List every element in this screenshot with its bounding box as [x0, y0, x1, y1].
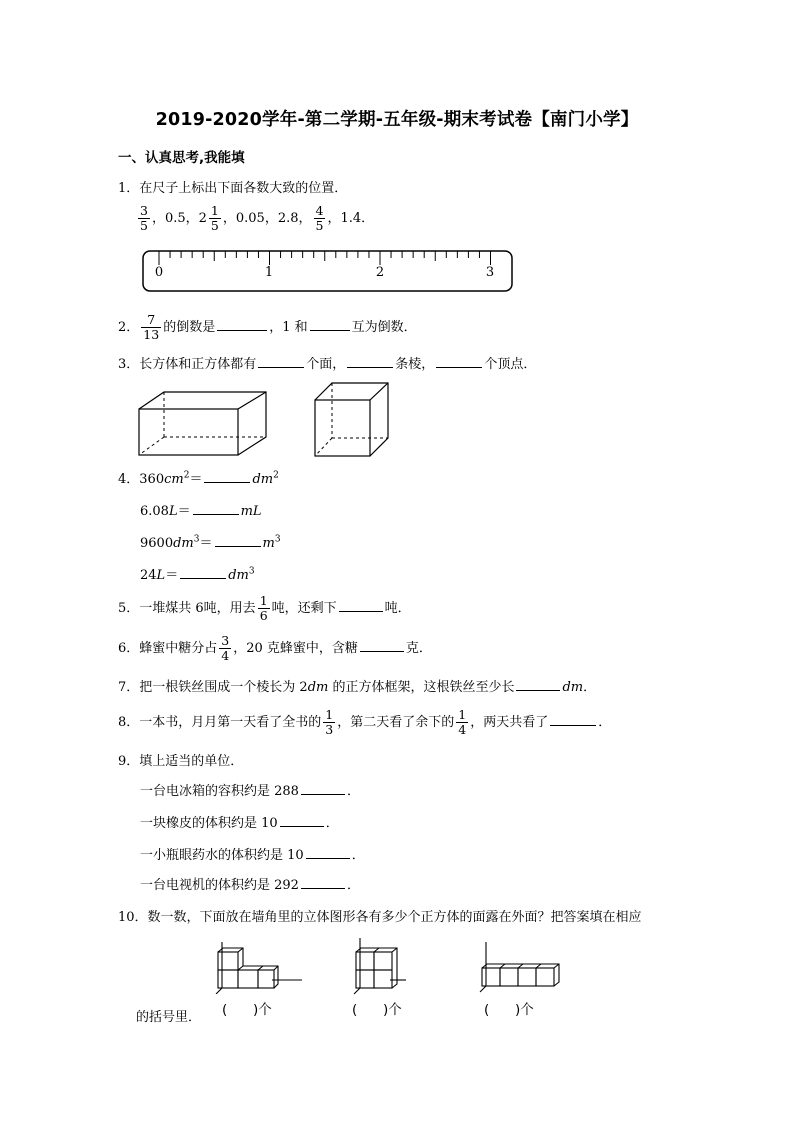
question-7: 7．把一根铁丝围成一个棱长为 2dm 的正方体框架，这根铁丝至少长 dm． — [118, 676, 596, 695]
answer-blank[interactable] — [306, 845, 350, 859]
question-4-line-3: $9600dm^3= m^3$ — [140, 534, 281, 551]
answer-paren-3[interactable]: ( )个 — [484, 1002, 534, 1018]
question-1: 1．在尺子上标出下面各数大致的位置． — [118, 181, 348, 196]
answer-blank[interactable] — [180, 565, 226, 579]
answer-blank[interactable] — [436, 354, 482, 368]
question-10: 10．数一数，下面放在墙角里的立体图形各有多少个正方体的面露在外面？把答案填在相应 — [118, 910, 642, 925]
section-heading: 一、认真思考,我能填 — [118, 150, 245, 166]
question-2: 2． $\frac{7}{13}$ 的倒数是 ，1 和 互为倒数． — [118, 312, 417, 342]
answer-blank[interactable] — [347, 354, 393, 368]
ruler-label-0: 0 — [154, 265, 164, 280]
q9-item: 一小瓶眼药水的体积约是 10 ． — [140, 844, 365, 863]
q9-item: 一台电冰箱的容积约是 288 ． — [140, 780, 360, 799]
ruler-label-2: 2 — [375, 265, 385, 280]
answer-blank[interactable] — [280, 813, 324, 827]
answer-blank[interactable] — [516, 677, 560, 691]
question-4-line-1: 4．$360cm^2= dm^2$ — [118, 470, 279, 487]
question-4-line-2: 6.08L＝ mL — [140, 500, 262, 519]
question-4-line-4: $24L= dm^3$ — [140, 566, 255, 583]
answer-blank[interactable] — [550, 712, 596, 726]
answer-paren-2[interactable]: ( )个 — [352, 1002, 402, 1018]
page-title: 2019-2020学年-第二学期-五年级-期末考试卷【南门小学】 — [155, 110, 639, 130]
answer-blank[interactable] — [215, 533, 261, 547]
answer-blank[interactable] — [301, 781, 345, 795]
corner-cubes-figure-1 — [212, 940, 304, 994]
answer-blank[interactable] — [339, 598, 383, 612]
corner-cubes-figure-3 — [476, 940, 572, 994]
cuboid-figure — [136, 390, 270, 458]
answer-blank[interactable] — [301, 875, 345, 889]
q1-numbers: $\frac{3}{5}$ ，0.5，2 $\frac{1}{5}$ ，0.05，2.8， $\frac{4}{5}$ ，1.4． — [140, 203, 375, 233]
question-6: 6．蜂蜜中糖分占 $\frac{3}{4}$ ，20 克蜂蜜中，含糖 克． — [118, 633, 432, 663]
answer-blank[interactable] — [258, 354, 304, 368]
ruler-label-1: 1 — [264, 265, 274, 280]
answer-blank[interactable] — [310, 317, 350, 331]
question-5: 5．一堆煤共 6吨，用去 $\frac{1}{6}$ 吨，还剩下 吨． — [118, 593, 411, 623]
cube-figure — [312, 380, 392, 460]
answer-blank[interactable] — [204, 469, 250, 483]
ruler — [142, 250, 514, 294]
corner-cubes-figure-2 — [350, 936, 408, 996]
answer-blank[interactable] — [217, 317, 267, 331]
q9-item: 一块橡皮的体积约是 10 ． — [140, 812, 339, 831]
answer-paren-1[interactable]: ( )个 — [222, 1002, 272, 1018]
question-8: 8．一本书，月月第一天看了全书的 $\frac{1}{3}$ ，第二天看了余下的 $\frac{1}{4}$ ，两天共看了 ． — [118, 707, 612, 737]
answer-blank[interactable] — [360, 638, 404, 652]
question-3: 3．长方体和正方体都有 个面， 条棱， 个顶点． — [118, 353, 536, 372]
q9-item: 一台电视机的体积约是 292 ． — [140, 874, 360, 893]
ruler-label-3: 3 — [485, 265, 495, 280]
answer-blank[interactable] — [193, 501, 239, 515]
question-9: 9．填上适当的单位． — [118, 754, 244, 769]
q10-tail: 的括号里． — [136, 1010, 202, 1025]
